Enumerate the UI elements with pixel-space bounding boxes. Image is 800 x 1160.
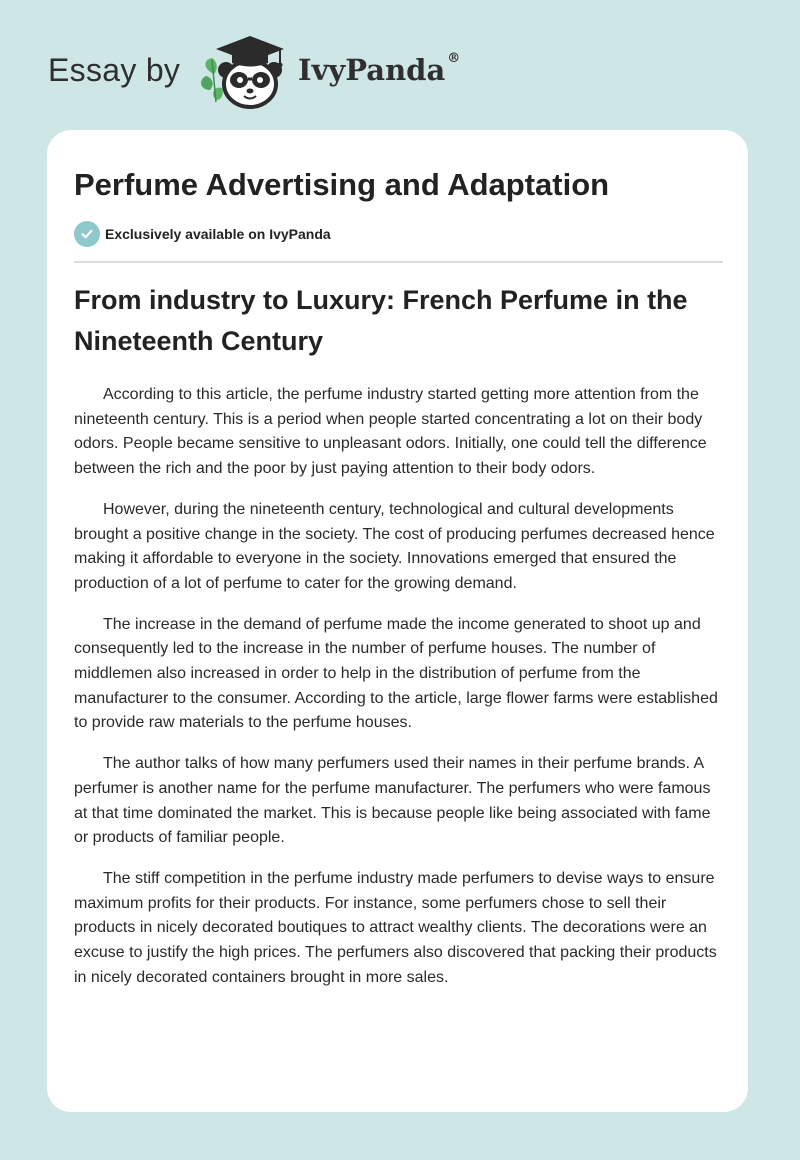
paragraph: According to this article, the perfume industry started getting more attention from the nineteenth century. This is a period when people started concentrating a lot on their body odors. People became sensitive to unpleasant odors. Initially, one could tell the difference between the rich and the poor by just paying attention to their body odors. — [74, 386, 707, 478]
exclusive-badge-text: Exclusively available on IvyPanda — [105, 226, 331, 242]
brand-name[interactable] — [298, 53, 460, 87]
essay-body — [74, 383, 723, 1006]
paragraph: The increase in the demand of perfume made the income generated to shoot up and consequently led to the increase in the number of perfume houses. The number of middlemen also increased in order to help in the distribution of perfume from the manufacturer to the consumer. According to the article, large flower farms were established to provide raw materials to the perfume houses. — [74, 615, 718, 732]
essay-card — [47, 130, 748, 1112]
section-heading: From industry to Luxury: French Perfume in the Nineteenth Century — [74, 285, 688, 356]
essay-by-label: Essay by — [48, 52, 181, 88]
site-header — [48, 30, 548, 110]
check-icon — [74, 221, 100, 247]
paragraph: However, during the nineteenth century, technological and cultural developments brought a positive change in the society. The cost of producing perfumes decreased hence making it affordable to everyone in the society. Innovations emerged that ensured the production of a lot of perfume to cater for the growing demand. — [74, 500, 715, 592]
essay-title: Perfume Advertising and Adaptation — [74, 167, 610, 202]
registered-mark: ® — [447, 51, 461, 66]
paragraph: The author talks of how many perfumers used their names in their perfume brands. A perfumer is another name for the perfume manufacturer. The perfumers who were famous at that time dominated the market. This is because people like being associated with fame or products of familiar people. — [74, 755, 711, 847]
title-divider — [74, 261, 723, 263]
panda-logo-icon[interactable] — [200, 30, 296, 110]
ivy-leaf-icon — [201, 58, 223, 102]
brand-name-text: IvyPanda — [298, 53, 446, 87]
paragraph: The stiff competition in the perfume industry made perfumers to devise ways to ensure maximum profits for their products. For instance, some perfumers chose to sell their products in nicely decorated boutiques to attract wealthy clients. The decorations were an excuse to justify the high prices. The perfumers also discovered that packing their products in nicely decorated containers brought in more sales. — [74, 869, 717, 986]
exclusive-badge — [74, 221, 331, 247]
